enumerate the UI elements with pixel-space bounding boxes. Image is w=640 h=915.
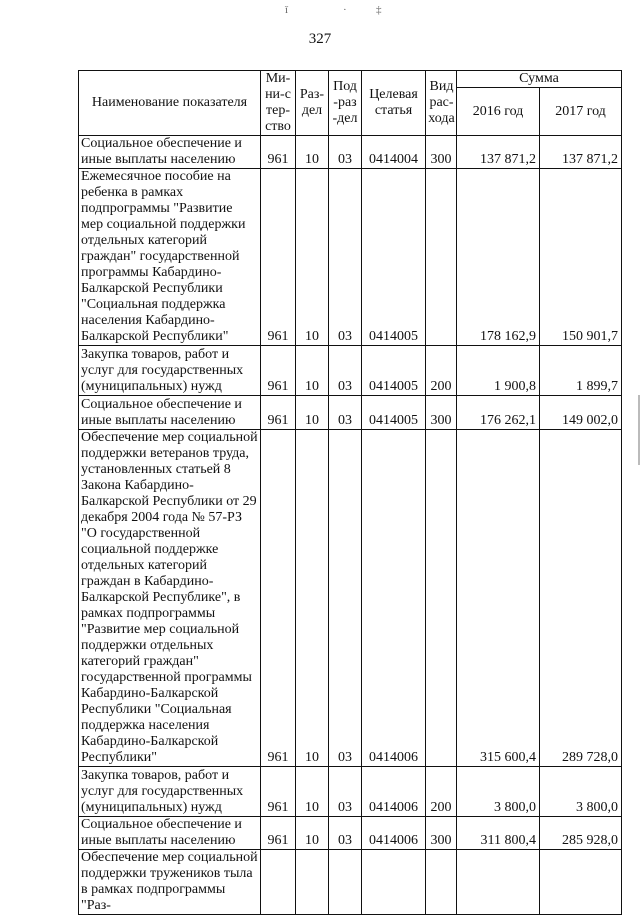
row-name: Закупка товаров, работ и услуг для государственных (муниципальных) нужд [79,767,261,817]
header-section-label: Раз-дел [299,87,325,118]
scan-mark: · [343,4,347,16]
row-2017: 1 899,7 [540,346,622,396]
row-section: 10 [296,396,329,430]
row-ministry: 961 [261,136,296,169]
row-2016: 315 600,4 [457,430,540,767]
row-2017: 150 901,7 [540,169,622,346]
row-ministry: 961 [261,169,296,346]
row-expense-type: 200 [426,767,457,817]
row-ministry: 961 [261,346,296,396]
row-expense-type: 300 [426,136,457,169]
row-ministry: 961 [261,767,296,817]
scan-mark: ‡ [376,4,382,16]
row-2016: 3 800,0 [457,767,540,817]
table-row [79,767,622,817]
header-target: Целевая статья [362,71,426,136]
row-subsection: 03 [329,767,362,817]
table-row [79,346,622,396]
row-2017: 289 728,0 [540,430,622,767]
row-name: Социальное обеспечение и иные выплаты населению [79,136,261,169]
row-target: 0414006 [362,430,426,767]
row-2017: 137 871,2 [540,136,622,169]
table-row [79,169,622,346]
row-ministry: 961 [261,396,296,430]
row-section: 10 [296,767,329,817]
row-expense-type [426,169,457,346]
row-name: Социальное обеспечение и иные выплаты населению [79,817,261,850]
row-subsection: 03 [329,430,362,767]
row-section: 10 [296,136,329,169]
row-target: 0414004 [362,136,426,169]
row-name: Закупка товаров, работ и услуг для государственных (муниципальных) нужд [79,346,261,396]
table-row [79,817,622,850]
row-expense-type: 300 [426,396,457,430]
row-2016: 311 800,4 [457,817,540,850]
header-subsection [329,71,362,136]
row-2016: 178 162,9 [457,169,540,346]
row-expense-type: 300 [426,817,457,850]
table-row [79,136,622,169]
row-name: Обеспечение мер социальной поддержки тружеников тыла в рамках подпрограммы "Раз- [79,850,261,915]
header-year-2017: 2017 год [540,88,622,136]
row-subsection: 03 [329,169,362,346]
row-section: 10 [296,430,329,767]
row-2016: 1 900,8 [457,346,540,396]
header-name: Наименование показателя [79,71,261,136]
page-number: 327 [308,31,332,47]
header-section [296,71,329,136]
header-ministry [261,71,296,136]
header-sum: Сумма [457,71,622,88]
row-target: 0414005 [362,169,426,346]
row-target: 0414006 [362,767,426,817]
row-name: Социальное обеспечение и иные выплаты населению [79,396,261,430]
header-subsection-label: Под-раз-дел [332,79,358,126]
row-name: Обеспечение мер социальной поддержки ветеранов труда, установленных статьей 8 Закона Кабардино-Балкарской Республики от 29 декабря 2004 года № 57-РЗ "О государственной социальной поддержке отдельных категорий граждан в Кабардино-Балкарской Республике", в рамках подпрограммы "Развитие мер социальной поддержки отдельных категорий граждан" государственной программы Кабардино-Балкарской Республики "Социальная поддержка населения Кабардино-Балкарской Республики" [79,430,261,767]
row-subsection: 03 [329,136,362,169]
row-2017: 149 002,0 [540,396,622,430]
row-2016: 176 262,1 [457,396,540,430]
scan-marks [0,4,640,18]
row-2017: 285 928,0 [540,817,622,850]
row-section: 10 [296,817,329,850]
row-subsection: 03 [329,346,362,396]
table-row [79,430,622,767]
row-2017: 3 800,0 [540,767,622,817]
row-expense-type [426,430,457,767]
table-row [79,396,622,430]
row-subsection: 03 [329,396,362,430]
header-ministry-label: Ми-ни-стер-ство [265,71,291,134]
header-expense-type-label: Вид рас-хода [428,79,455,126]
row-name: Ежемесячное пособие на ребенка в рамках подпрограммы "Развитие мер социальной поддержки отдельных категорий граждан" государственной программы Кабардино-Балкарской Республики "Социальная поддержка населения Кабардино-Балкарской Республики" [79,169,261,346]
row-section: 10 [296,169,329,346]
header-year-2016: 2016 год [457,88,540,136]
row-target: 0414005 [362,396,426,430]
row-subsection: 03 [329,817,362,850]
scan-mark: ǐ [285,4,289,16]
header-expense-type [426,71,457,136]
row-ministry: 961 [261,430,296,767]
row-target: 0414005 [362,346,426,396]
row-2016: 137 871,2 [457,136,540,169]
row-target: 0414006 [362,817,426,850]
row-section: 10 [296,346,329,396]
row-expense-type: 200 [426,346,457,396]
budget-table [78,70,622,915]
row-ministry: 961 [261,817,296,850]
